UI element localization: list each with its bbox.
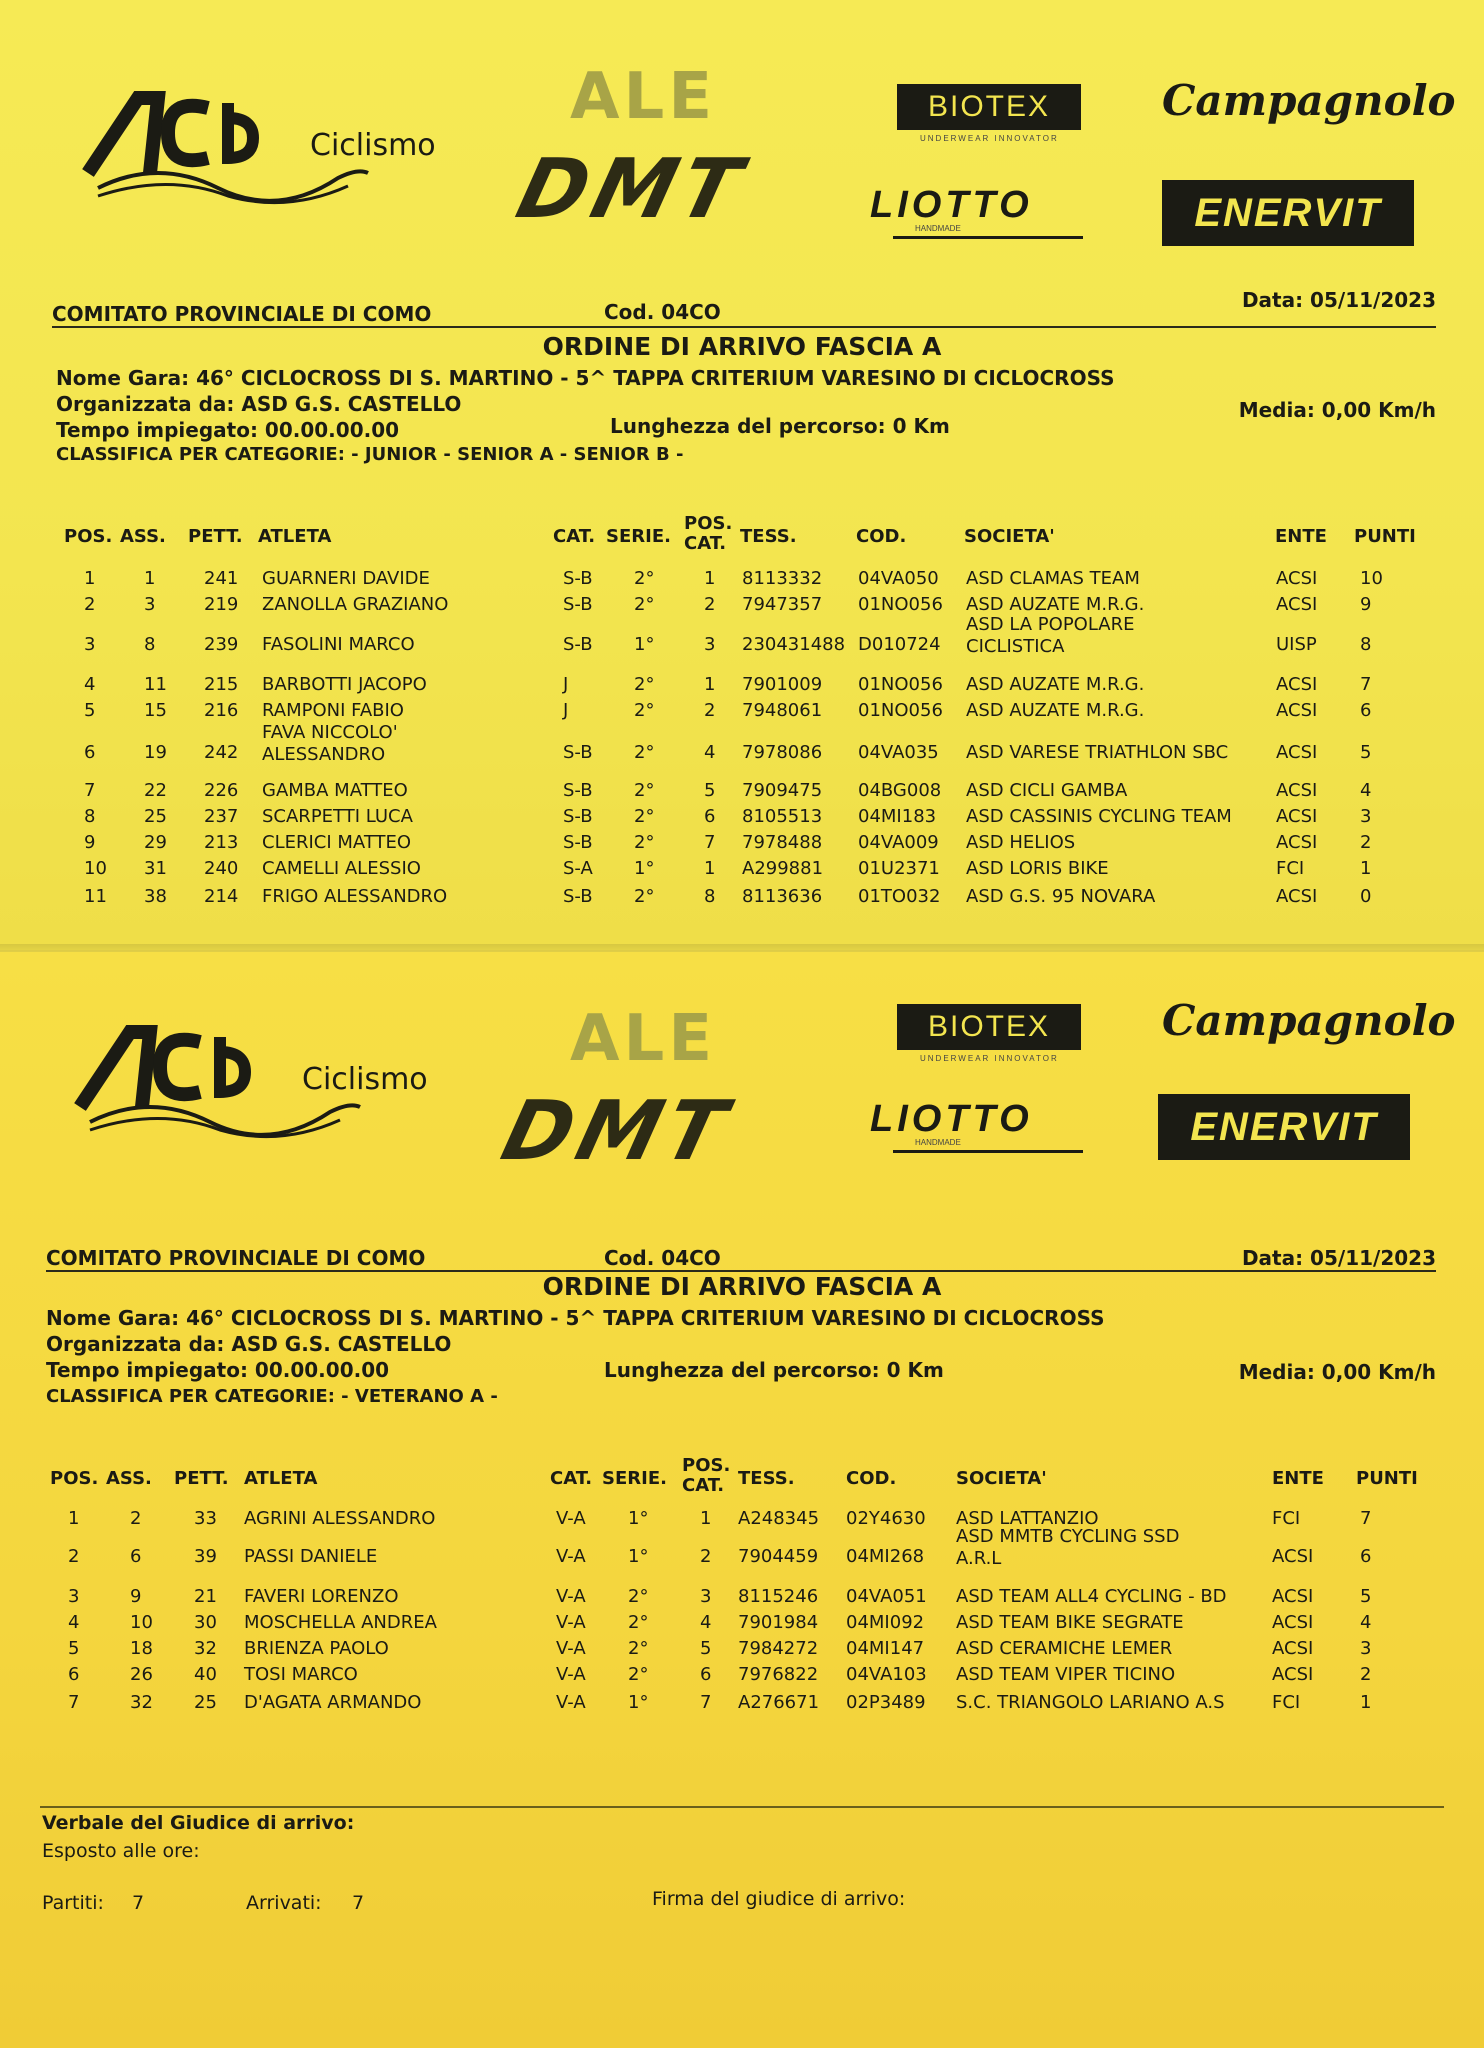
- cell-serie: 2°: [634, 742, 655, 763]
- nome-gara: Nome Gara: 46° CICLOCROSS DI S. MARTINO - 5^ TAPPA CRITERIUM VARESINO DI CICLOCROSS: [56, 366, 1115, 390]
- cell-serie: 2°: [634, 674, 655, 695]
- comitato: COMITATO PROVINCIALE DI COMO: [46, 1246, 426, 1270]
- cell-poscat: 1: [704, 568, 716, 589]
- cell-ente: ACSI: [1276, 780, 1318, 801]
- sponsor-logos: [0, 982, 1484, 1182]
- cell-poscat: 6: [704, 806, 716, 827]
- liotto-subtitle: HANDMADE: [915, 224, 961, 233]
- cell-ente: UISP: [1276, 634, 1317, 655]
- cell-cod: D010724: [858, 634, 941, 655]
- cell-punti: 5: [1360, 1586, 1372, 1607]
- enervit-logo: ENERVIT: [1158, 1094, 1410, 1160]
- cell-pos: 4: [84, 674, 96, 695]
- cell-ass: 38: [144, 886, 167, 907]
- cell-pos: 3: [68, 1586, 80, 1607]
- cell-pos: 4: [68, 1612, 80, 1633]
- cell-pett: 215: [204, 674, 239, 695]
- race-date: Data: 05/11/2023: [1241, 288, 1436, 312]
- cell-societa: ASD AUZATE M.R.G.: [966, 674, 1145, 695]
- cell-atleta: FRIGO ALESSANDRO: [262, 886, 448, 907]
- cell-punti: 9: [1360, 594, 1372, 615]
- organizzata: Organizzata da: ASD G.S. CASTELLO: [56, 392, 462, 416]
- esposto-label: Esposto alle ore:: [42, 1840, 200, 1862]
- nome-gara: Nome Gara: 46° CICLOCROSS DI S. MARTINO - 5^ TAPPA CRITERIUM VARESINO DI CICLOCROSS: [46, 1306, 1105, 1330]
- cell-serie: 1°: [628, 1508, 649, 1529]
- cell-cod: 04MI147: [846, 1638, 925, 1659]
- cell-cat: V-A: [556, 1586, 586, 1607]
- cell-ass: 25: [144, 806, 167, 827]
- cell-cat: S-A: [563, 858, 593, 879]
- cell-serie: 2°: [628, 1612, 649, 1633]
- cell-cod: 01NO056: [858, 594, 943, 615]
- cell-punti: 5: [1360, 742, 1372, 763]
- cell-societa: ASD MMTB CYCLING SSD A.R.L: [956, 1526, 1180, 1569]
- cell-poscat: 4: [704, 742, 716, 763]
- cell-cat: S-B: [563, 886, 593, 907]
- cell-ente: ACSI: [1276, 742, 1318, 763]
- cell-cat: S-B: [563, 806, 593, 827]
- cell-punti: 0: [1360, 886, 1372, 907]
- cell-pett: 213: [204, 832, 239, 853]
- cell-ass: 31: [144, 858, 167, 879]
- cell-tess: 7978488: [742, 832, 823, 853]
- sheet-title: ORDINE DI ARRIVO FASCIA A: [542, 1272, 942, 1301]
- cell-atleta: BRIENZA PAOLO: [244, 1638, 389, 1659]
- sheet-title: ORDINE DI ARRIVO FASCIA A: [542, 332, 942, 361]
- column-header: POS.: [50, 1468, 99, 1489]
- cell-ente: ACSI: [1276, 674, 1318, 695]
- ale-logo: ALE: [570, 60, 717, 134]
- race-date: Data: 05/11/2023: [1241, 1246, 1436, 1270]
- cell-cod: 04VA035: [858, 742, 939, 763]
- cell-atleta: D'AGATA ARMANDO: [244, 1692, 422, 1713]
- campagnolo-logo: Campagnolo: [1162, 76, 1456, 125]
- cell-societa: ASD TEAM BIKE SEGRATE: [956, 1612, 1184, 1633]
- cell-tess: 7948061: [742, 700, 823, 721]
- cell-atleta: CLERICI MATTEO: [262, 832, 412, 853]
- acsi-logo: [70, 1012, 440, 1142]
- column-header: CAT.: [550, 1468, 593, 1489]
- cell-poscat: 5: [704, 780, 716, 801]
- cell-cat: S-B: [563, 742, 593, 763]
- arrivati-value: 7: [352, 1892, 365, 1914]
- cell-ass: 6: [130, 1546, 142, 1567]
- cell-punti: 10: [1360, 568, 1383, 589]
- cell-atleta: MOSCHELLA ANDREA: [244, 1612, 437, 1633]
- liotto-underline: [893, 1150, 1083, 1153]
- cell-cod: 04VA050: [858, 568, 939, 589]
- cell-cat: S-B: [563, 594, 593, 615]
- column-header: ENTE: [1272, 1468, 1324, 1489]
- cell-cod: 01U2371: [858, 858, 940, 879]
- cell-cat: V-A: [556, 1664, 586, 1685]
- tempo-impiegato: Tempo impiegato: 00.00.00.00: [56, 418, 400, 442]
- column-header: PETT.: [188, 526, 243, 547]
- cell-serie: 1°: [628, 1692, 649, 1713]
- cell-ass: 26: [130, 1664, 153, 1685]
- cell-ente: ACSI: [1272, 1638, 1314, 1659]
- cell-pos: 7: [68, 1692, 80, 1713]
- cell-tess: 7978086: [742, 742, 823, 763]
- cell-ass: 15: [144, 700, 167, 721]
- cell-ass: 2: [130, 1508, 142, 1529]
- cell-cat: S-B: [563, 780, 593, 801]
- cell-punti: 3: [1360, 806, 1372, 827]
- cell-pos: 1: [68, 1508, 80, 1529]
- cell-serie: 1°: [628, 1546, 649, 1567]
- cell-poscat: 4: [700, 1612, 712, 1633]
- cell-societa: ASD CASSINIS CYCLING TEAM: [966, 806, 1232, 827]
- cell-serie: 2°: [634, 780, 655, 801]
- cell-tess: 8113636: [742, 886, 823, 907]
- cell-societa: ASD TEAM ALL4 CYCLING - BD: [956, 1586, 1227, 1607]
- cell-pett: 241: [204, 568, 239, 589]
- dmt-logo: DMT: [493, 1084, 741, 1179]
- column-header: TESS.: [740, 526, 797, 547]
- cell-cod: 01NO056: [858, 700, 943, 721]
- cell-serie: 2°: [634, 594, 655, 615]
- cell-atleta: AGRINI ALESSANDRO: [244, 1508, 436, 1529]
- cell-ass: 29: [144, 832, 167, 853]
- cell-tess: A276671: [738, 1692, 820, 1713]
- cell-punti: 7: [1360, 674, 1372, 695]
- cell-poscat: 2: [704, 594, 716, 615]
- lunghezza: Lunghezza del percorso: 0 Km: [610, 414, 950, 438]
- cell-tess: 7901984: [738, 1612, 819, 1633]
- cell-tess: 7901009: [742, 674, 823, 695]
- cell-cat: V-A: [556, 1612, 586, 1633]
- cell-cod: 02P3489: [846, 1692, 926, 1713]
- footer-rule: [40, 1806, 1444, 1808]
- cell-atleta: CAMELLI ALESSIO: [262, 858, 421, 879]
- column-header: SERIE.: [606, 526, 671, 547]
- cell-pett: 30: [194, 1612, 217, 1633]
- cell-tess: A248345: [738, 1508, 820, 1529]
- cell-societa: ASD CLAMAS TEAM: [966, 568, 1140, 589]
- cell-cat: V-A: [556, 1508, 586, 1529]
- cell-punti: 8: [1360, 634, 1372, 655]
- cell-cat: S-B: [563, 634, 593, 655]
- cell-serie: 1°: [634, 634, 655, 655]
- cell-tess: A299881: [742, 858, 824, 879]
- cell-tess: 8105513: [742, 806, 823, 827]
- cell-poscat: 3: [704, 634, 716, 655]
- cell-punti: 2: [1360, 832, 1372, 853]
- cell-cat: V-A: [556, 1692, 586, 1713]
- cell-cod: 04VA103: [846, 1664, 927, 1685]
- cell-poscat: 5: [700, 1638, 712, 1659]
- cell-pos: 2: [84, 594, 96, 615]
- liotto-subtitle: HANDMADE: [915, 1138, 961, 1147]
- verbale-label: Verbale del Giudice di arrivo:: [42, 1812, 355, 1834]
- column-header: ATLETA: [244, 1468, 318, 1489]
- cell-ass: 11: [144, 674, 167, 695]
- cell-ente: ACSI: [1276, 568, 1318, 589]
- cell-ente: ACSI: [1272, 1546, 1314, 1567]
- column-header: SOCIETA': [964, 526, 1055, 547]
- cell-cat: V-A: [556, 1638, 586, 1659]
- cell-atleta: SCARPETTI LUCA: [262, 806, 413, 827]
- column-header: CAT.: [553, 526, 596, 547]
- cell-ente: FCI: [1272, 1508, 1301, 1529]
- cell-pett: 216: [204, 700, 239, 721]
- cell-ente: ACSI: [1276, 832, 1318, 853]
- cell-pett: 214: [204, 886, 239, 907]
- cell-atleta: PASSI DANIELE: [244, 1546, 378, 1567]
- cell-ass: 19: [144, 742, 167, 763]
- codice: Cod. 04CO: [604, 300, 721, 324]
- cell-pos: 10: [84, 858, 107, 879]
- firma-label: Firma del giudice di arrivo:: [652, 1888, 906, 1910]
- cell-poscat: 1: [704, 858, 716, 879]
- cell-cat: V-A: [556, 1546, 586, 1567]
- media: Media: 0,00 Km/h: [1238, 1360, 1436, 1384]
- column-header: POS.: [64, 526, 113, 547]
- cell-cod: 01TO032: [858, 886, 941, 907]
- cell-poscat: 7: [704, 832, 716, 853]
- cell-societa: ASD LATTANZIO: [956, 1508, 1099, 1529]
- acsi-logo: [78, 78, 448, 208]
- classifica: CLASSIFICA PER CATEGORIE: - JUNIOR - SENIOR A - SENIOR B -: [56, 444, 684, 465]
- column-header: COD.: [846, 1468, 897, 1489]
- tempo-impiegato: Tempo impiegato: 00.00.00.00: [46, 1358, 390, 1382]
- cell-pett: 32: [194, 1638, 217, 1659]
- cell-cod: 04BG008: [858, 780, 942, 801]
- cell-pos: 8: [84, 806, 96, 827]
- biotex-subtitle: UNDERWEAR INNOVATOR: [920, 1054, 1059, 1063]
- cell-pos: 9: [84, 832, 96, 853]
- cell-pett: 242: [204, 742, 239, 763]
- sponsor-logos: [0, 40, 1484, 240]
- cell-pett: 237: [204, 806, 239, 827]
- cell-serie: 2°: [634, 806, 655, 827]
- cell-poscat: 1: [700, 1508, 712, 1529]
- cell-ente: ACSI: [1276, 806, 1318, 827]
- ale-logo: ALE: [570, 1002, 717, 1076]
- cell-ente: ACSI: [1272, 1664, 1314, 1685]
- result-sheet-bottom: [0, 952, 1484, 2048]
- cell-atleta: RAMPONI FABIO: [262, 700, 404, 721]
- cell-serie: 2°: [628, 1638, 649, 1659]
- cell-ente: ACSI: [1276, 594, 1318, 615]
- cell-ente: ACSI: [1276, 886, 1318, 907]
- lunghezza: Lunghezza del percorso: 0 Km: [604, 1358, 944, 1382]
- classifica: CLASSIFICA PER CATEGORIE: - VETERANO A -: [46, 1386, 498, 1407]
- cell-cat: J: [563, 700, 569, 721]
- column-header: POS. CAT.: [682, 1455, 731, 1496]
- cell-punti: 4: [1360, 780, 1372, 801]
- media: Media: 0,00 Km/h: [1238, 398, 1436, 422]
- cell-pos: 2: [68, 1546, 80, 1567]
- cell-ente: FCI: [1272, 1692, 1301, 1713]
- cell-tess: 7904459: [738, 1546, 819, 1567]
- organizzata: Organizzata da: ASD G.S. CASTELLO: [46, 1332, 452, 1356]
- column-header: SERIE.: [602, 1468, 667, 1489]
- cell-societa: ASD HELIOS: [966, 832, 1076, 853]
- cell-societa: ASD LORIS BIKE: [966, 858, 1109, 879]
- cell-cat: J: [563, 674, 569, 695]
- cell-societa: ASD LA POPOLARE CICLISTICA: [966, 614, 1135, 657]
- cell-poscat: 7: [700, 1692, 712, 1713]
- acsi-label: Ciclismo: [310, 128, 436, 163]
- biotex-logo: BIOTEX: [897, 1004, 1081, 1050]
- cell-cod: 04VA051: [846, 1586, 927, 1607]
- cell-societa: ASD VARESE TRIATHLON SBC: [966, 742, 1229, 763]
- cell-tess: 7984272: [738, 1638, 819, 1659]
- cell-atleta: GUARNERI DAVIDE: [262, 568, 430, 589]
- biotex-logo: BIOTEX: [897, 84, 1081, 130]
- liotto-underline: [893, 236, 1083, 239]
- acsi-label: Ciclismo: [302, 1062, 428, 1097]
- cell-punti: 3: [1360, 1638, 1372, 1659]
- cell-atleta: TOSI MARCO: [244, 1664, 358, 1685]
- cell-atleta: FAVA NICCOLO' ALESSANDRO: [262, 722, 398, 765]
- column-header: SOCIETA': [956, 1468, 1047, 1489]
- dmt-logo: DMT: [508, 142, 756, 237]
- liotto-logo: LIOTTO: [870, 184, 1033, 226]
- column-header: ASS.: [106, 1468, 152, 1489]
- cell-poscat: 2: [700, 1546, 712, 1567]
- column-header: COD.: [856, 526, 907, 547]
- cell-pett: 226: [204, 780, 239, 801]
- column-header: PETT.: [174, 1468, 229, 1489]
- partiti-label: Partiti:: [42, 1892, 104, 1914]
- cell-ass: 3: [144, 594, 156, 615]
- comitato: COMITATO PROVINCIALE DI COMO: [52, 302, 432, 326]
- cell-atleta: FASOLINI MARCO: [262, 634, 415, 655]
- cell-pos: 6: [68, 1664, 80, 1685]
- cell-pos: 7: [84, 780, 96, 801]
- cell-punti: 4: [1360, 1612, 1372, 1633]
- column-header: ATLETA: [258, 526, 332, 547]
- cell-poscat: 6: [700, 1664, 712, 1685]
- cell-cod: 04MI183: [858, 806, 937, 827]
- cell-ass: 9: [130, 1586, 142, 1607]
- cell-pos: 11: [84, 886, 107, 907]
- liotto-logo: LIOTTO: [870, 1098, 1033, 1140]
- cell-punti: 6: [1360, 1546, 1372, 1567]
- header-rule: [52, 326, 1436, 328]
- cell-cat: S-B: [563, 568, 593, 589]
- cell-pett: 21: [194, 1586, 217, 1607]
- cell-poscat: 2: [704, 700, 716, 721]
- cell-societa: ASD AUZATE M.R.G.: [966, 700, 1145, 721]
- cell-pett: 240: [204, 858, 239, 879]
- campagnolo-logo: Campagnolo: [1162, 996, 1456, 1045]
- column-header: ASS.: [120, 526, 166, 547]
- cell-atleta: FAVERI LORENZO: [244, 1586, 399, 1607]
- cell-cat: S-B: [563, 832, 593, 853]
- cell-serie: 2°: [634, 886, 655, 907]
- partiti-value: 7: [132, 1892, 145, 1914]
- cell-cod: 04MI092: [846, 1612, 925, 1633]
- column-header: PUNTI: [1354, 526, 1416, 547]
- cell-poscat: 1: [704, 674, 716, 695]
- cell-tess: 8115246: [738, 1586, 819, 1607]
- column-header: POS. CAT.: [684, 513, 733, 554]
- cell-punti: 6: [1360, 700, 1372, 721]
- column-header: ENTE: [1275, 526, 1327, 547]
- cell-punti: 1: [1360, 858, 1372, 879]
- cell-serie: 2°: [634, 568, 655, 589]
- cell-punti: 1: [1360, 1692, 1372, 1713]
- cell-ente: ACSI: [1276, 700, 1318, 721]
- cell-pett: 39: [194, 1546, 217, 1567]
- cell-atleta: BARBOTTI JACOPO: [262, 674, 427, 695]
- cell-ente: ACSI: [1272, 1586, 1314, 1607]
- cell-pos: 3: [84, 634, 96, 655]
- cell-poscat: 8: [704, 886, 716, 907]
- cell-tess: 7947357: [742, 594, 823, 615]
- cell-ass: 1: [144, 568, 156, 589]
- cell-cod: 04MI268: [846, 1546, 925, 1567]
- cell-ass: 32: [130, 1692, 153, 1713]
- column-header: PUNTI: [1356, 1468, 1418, 1489]
- result-sheet-top: [0, 0, 1484, 950]
- cell-societa: ASD G.S. 95 NOVARA: [966, 886, 1156, 907]
- codice: Cod. 04CO: [604, 1246, 721, 1270]
- cell-serie: 1°: [634, 858, 655, 879]
- cell-serie: 2°: [628, 1664, 649, 1685]
- cell-pos: 5: [68, 1638, 80, 1659]
- cell-ass: 8: [144, 634, 156, 655]
- cell-punti: 7: [1360, 1508, 1372, 1529]
- cell-serie: 2°: [634, 832, 655, 853]
- column-header: TESS.: [738, 1468, 795, 1489]
- cell-ass: 10: [130, 1612, 153, 1633]
- cell-pos: 1: [84, 568, 96, 589]
- cell-pett: 40: [194, 1664, 217, 1685]
- cell-serie: 2°: [628, 1586, 649, 1607]
- cell-pett: 25: [194, 1692, 217, 1713]
- cell-punti: 2: [1360, 1664, 1372, 1685]
- cell-atleta: GAMBA MATTEO: [262, 780, 408, 801]
- cell-poscat: 3: [700, 1586, 712, 1607]
- cell-ass: 22: [144, 780, 167, 801]
- cell-ente: ACSI: [1272, 1612, 1314, 1633]
- cell-ente: FCI: [1276, 858, 1305, 879]
- cell-societa: S.C. TRIANGOLO LARIANO A.S: [956, 1692, 1225, 1713]
- cell-ass: 18: [130, 1638, 153, 1659]
- cell-cod: 02Y4630: [846, 1508, 926, 1529]
- cell-tess: 230431488: [742, 634, 846, 655]
- cell-atleta: ZANOLLA GRAZIANO: [262, 594, 449, 615]
- cell-pos: 6: [84, 742, 96, 763]
- cell-pett: 239: [204, 634, 239, 655]
- cell-pett: 33: [194, 1508, 217, 1529]
- cell-serie: 2°: [634, 700, 655, 721]
- enervit-logo: ENERVIT: [1162, 180, 1414, 246]
- cell-societa: ASD AUZATE M.R.G.: [966, 594, 1145, 615]
- cell-societa: ASD CICLI GAMBA: [966, 780, 1128, 801]
- cell-tess: 7909475: [742, 780, 823, 801]
- cell-tess: 7976822: [738, 1664, 819, 1685]
- cell-societa: ASD CERAMICHE LEMER: [956, 1638, 1173, 1659]
- cell-pos: 5: [84, 700, 96, 721]
- cell-cod: 01NO056: [858, 674, 943, 695]
- cell-societa: ASD TEAM VIPER TICINO: [956, 1664, 1176, 1685]
- cell-cod: 04VA009: [858, 832, 939, 853]
- arrivati-label: Arrivati:: [246, 1892, 322, 1914]
- biotex-subtitle: UNDERWEAR INNOVATOR: [920, 134, 1059, 143]
- cell-tess: 8113332: [742, 568, 823, 589]
- cell-pett: 219: [204, 594, 239, 615]
